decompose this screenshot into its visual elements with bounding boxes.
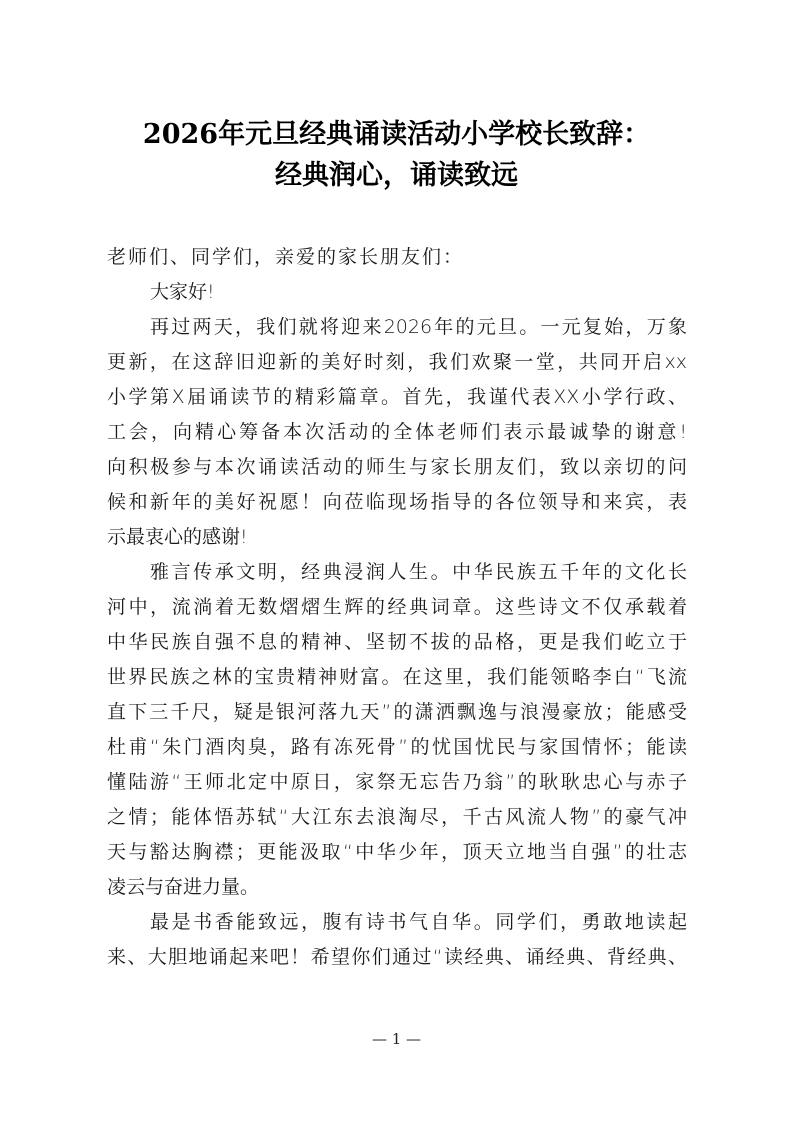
paragraph-line: 来、大胆地诵起来吧！希望你们通过“读经典、诵经典、背经典、 xyxy=(107,946,687,968)
paragraph-line: 再过两天，我们就将迎来2026年的元旦。一元复始，万象 xyxy=(150,316,687,338)
document-title-line-2: 经典润心，诵读致远 xyxy=(275,160,518,191)
paragraph-line: 更新，在这辞旧迎新的美好时刻，我们欢聚一堂，共同开启xx xyxy=(107,351,687,373)
document-title-line-1: 2026年元旦经典诵读活动小学校长致辞： xyxy=(142,119,651,150)
paragraph-line: 雅言传承文明，经典浸润人生。中华民族五千年的文化长 xyxy=(150,561,687,583)
paragraph-line: 示最衷心的感谢! xyxy=(107,526,248,548)
paragraph-line: 河中，流淌着无数熠熠生辉的经典词章。这些诗文不仅承载着 xyxy=(107,596,687,618)
document-body xyxy=(107,240,687,975)
paragraph-line: 向积极参与本次诵读活动的师生与家长朋友们，致以亲切的问 xyxy=(107,456,687,478)
paragraph-3 xyxy=(107,905,687,975)
paragraph-line: 最是书香能致远，腹有诗书气自华。同学们，勇敢地读起 xyxy=(150,911,687,933)
paragraph-line: 小学第X届诵读节的精彩篇章。首先，我谨代表XX小学行政、 xyxy=(107,386,687,408)
page-number: — 1 — xyxy=(371,1030,422,1048)
greeting: 大家好! xyxy=(150,281,215,303)
paragraph-line: 中华民族自强不息的精神、坚韧不拔的品格，更是我们屹立于 xyxy=(107,631,687,653)
paragraph-line: 之情；能体悟苏轼“大江东去浪淘尽，千古风流人物”的豪气冲 xyxy=(107,806,687,828)
paragraph-1 xyxy=(107,310,687,555)
paragraph-line: 候和新年的美好祝愿！向莅临现场指导的各位领导和来宾，表 xyxy=(107,491,687,513)
paragraph-line: 工会，向精心筹备本次活动的全体老师们表示最诚挚的谢意! xyxy=(107,421,687,443)
paragraph-line: 懂陆游“王师北定中原日，家祭无忘告乃翁”的耿耿忠心与赤子 xyxy=(107,771,687,793)
salutation: 老师们、同学们，亲爱的家长朋友们： xyxy=(107,246,465,268)
paragraph-line: 天与豁达胸襟；更能汲取“中华少年，顶天立地当自强”的壮志 xyxy=(107,841,687,863)
paragraph-2 xyxy=(107,555,687,905)
paragraph-line: 凌云与奋进力量。 xyxy=(107,876,260,898)
paragraph-line: 直下三千尺，疑是银河落九天”的潇洒飘逸与浪漫豪放；能感受 xyxy=(107,701,687,723)
paragraph-line: 杜甫“朱门酒肉臭，路有冻死骨”的忧国忧民与家国情怀；能读 xyxy=(107,736,687,758)
paragraph-line: 世界民族之林的宝贵精神财富。在这里，我们能领略李白“飞流 xyxy=(107,666,687,688)
